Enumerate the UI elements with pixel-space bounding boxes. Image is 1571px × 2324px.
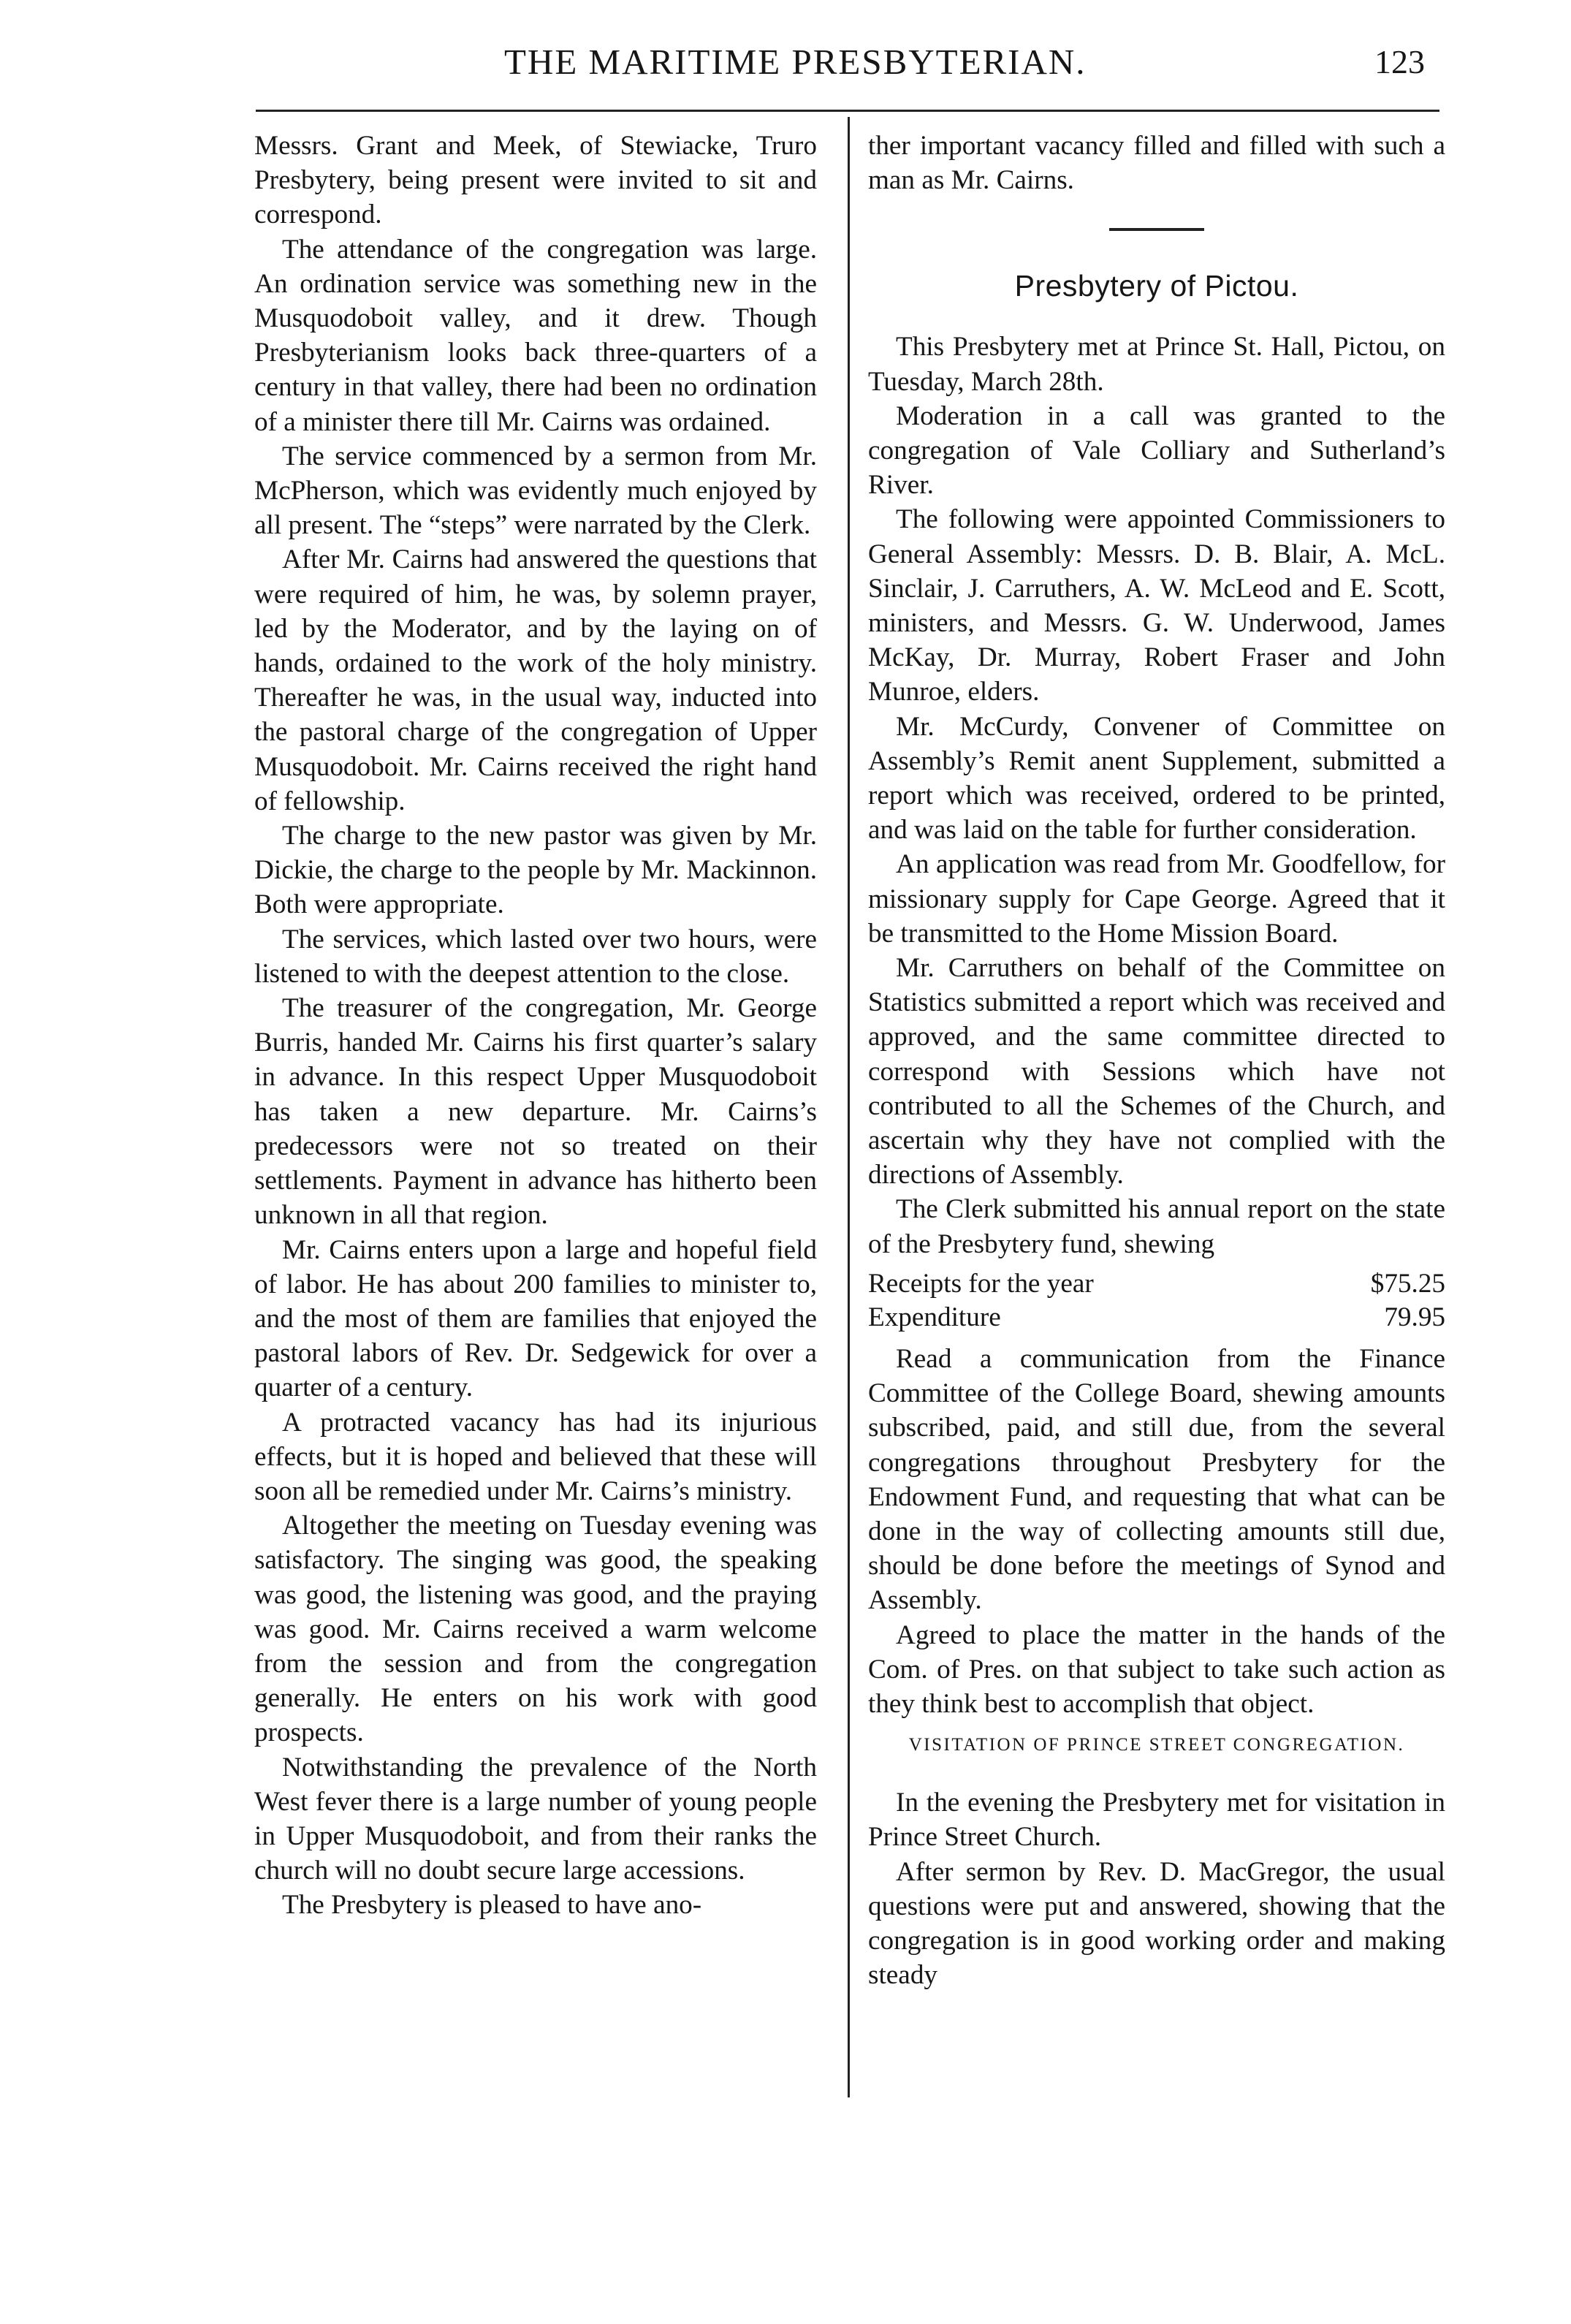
paragraph: A protracted vacancy has had its injurious effects, but it is hoped and believed that these will soon all be remedied under Mr. Cairns’s ministry. [254,1407,817,1506]
fund-ledger [868,1267,1445,1334]
paragraph: Mr. Cairns enters upon a large and hopeful field of labor. He has about 200 families to minister to, and the most of them are families that enjoyed the pastoral labors of Rev. Dr. Sedgewick for over a quarter of a century. [254,1234,817,1403]
paragraph: The following were appointed Commissioners to General Assembly: Messrs. D. B. Blair, A. McL. Sinclair, J. Carruthers, A. W. McLeod and E. Scott, ministers, and Messrs. G. W. Underwood, James McKay, Dr. Murray, Robert Fraser and John Munroe, elders. [868,504,1445,707]
paragraph: After sermon by Rev. D. MacGregor, the usual questions were put and answered, showing that the congregation is in good working order and making steady [868,1856,1445,1991]
paragraph: After Mr. Cairns had answered the questions that were required of him, he was, by solemn prayer, led by the Moderator, and by the laying on of hands, ordained to the work of the holy ministry. Thereafter he was, in the usual way, inducted into the pastoral charge of the congregation of Upper Musquodoboit. Mr. Cairns received the right hand of fellowship. [254,544,817,816]
ledger-amount: $75.25 [1370,1268,1445,1299]
paragraph: Mr. Carruthers on behalf of the Committee on Statistics submitted a report which was received and approved, and the same committee directed to correspond with Sessions which have not contributed to all the Schemes of the Church, and ascertain why they have not complied with the directions of Assembly. [868,953,1445,1191]
paragraph: Read a communication from the Finance Committee of the College Board, shewing amounts subscribed, paid, and still due, from the several congregations throughout Presbytery for the Endowment Fund, and requesting that what can be done in the way of collecting amounts still due, should be done before the meetings of Synod and Assembly. [868,1343,1445,1616]
left-column [254,129,817,1923]
paragraph: The charge to the new pastor was given by Mr. Dickie, the charge to the people by Mr. Mackinnon. Both were appropriate. [254,821,817,920]
paragraph: Messrs. Grant and Meek, of Stewiacke, Truro Presbytery, being present were invited to sit and correspond. [254,131,817,230]
ledger-row-receipts [868,1267,1445,1301]
ledger-row-expenditure [868,1301,1445,1334]
paragraph: The Clerk submitted his annual report on the state of the Presbytery fund, shewing [868,1194,1445,1259]
running-head [256,41,1425,92]
ledger-label: Expenditure [868,1302,1001,1332]
paragraph: This Presbytery met at Prince St. Hall, Pictou, on Tuesday, March 28th. [868,332,1445,397]
paragraph: In the evening the Presbytery met for visitation in Prince Street Church. [868,1788,1445,1853]
paragraph: Mr. McCurdy, Convener of Committee on Assembly’s Remit anent Supplement, submitted a report which was received, ordered to be printed, and was laid on the table for further consideration. [868,711,1445,846]
paragraph: Altogether the meeting on Tuesday evening was satisfactory. The singing was good, the speaking was good, the listening was good, and the praying was good. Mr. Cairns received a warm welcome from the session and from the congregation generally. He enters on his work with good prospects. [254,1511,817,1748]
ledger-amount: 79.95 [1384,1302,1445,1332]
column-divider [848,117,850,2097]
section-rule [1109,228,1204,231]
header-rule [256,110,1439,112]
paragraph-continuation: ther important vacancy filled and filled with such a man as Mr. Cairns. [868,131,1445,196]
paragraph: The treasurer of the congregation, Mr. George Burris, handed Mr. Cairns his first quarter’s salary in advance. In this respect Upper Musquodoboit has taken a new departure. Mr. Cairns’s predecessors were not so treated on their settlements. Payment in advance has hitherto been unknown in all that region. [254,993,817,1231]
running-title: THE MARITIME PRESBYTERIAN. [504,42,1087,82]
ledger-label: Receipts for the year [868,1268,1094,1299]
paragraph: The attendance of the congregation was large. An ordination service was something new in the Musquodoboit valley, and it drew. Though Presbyterianism looks back three-quarters of a century in that valley, there had been no ordination of a minister there till Mr. Cairns was ordained. [254,234,817,437]
section-heading: Presbytery of Pictou. [1014,269,1299,303]
right-column [868,129,1445,1992]
paragraph: The Presbytery is pleased to have ano- [282,1890,702,1921]
paragraph: Moderation in a call was granted to the congregation of Vale Colliary and Sutherland’s River. [868,400,1445,501]
subheading: VISITATION OF PRINCE STREET CONGREGATION. [908,1735,1405,1755]
paragraph: The service commenced by a sermon from Mr. McPherson, which was evidently much enjoyed by all present. The “steps” were narrated by the Clerk. [254,441,817,541]
page-number: 123 [1374,43,1425,80]
paragraph: Notwithstanding the prevalence of the North West fever there is a large number of young people in Upper Musquodoboit, and from their ranks the church will no doubt secure large accessions. [254,1752,817,1886]
paragraph: Agreed to place the matter in the hands of the Com. of Pres. on that subject to take such action as they think best to accomplish that object. [868,1619,1445,1719]
paragraph: The services, which lasted over two hours, were listened to with the deepest attention to the close. [254,924,817,989]
paragraph: An application was read from Mr. Goodfellow, for missionary supply for Cape George. Agreed that it be transmitted to the Home Mission Board. [868,849,1445,949]
